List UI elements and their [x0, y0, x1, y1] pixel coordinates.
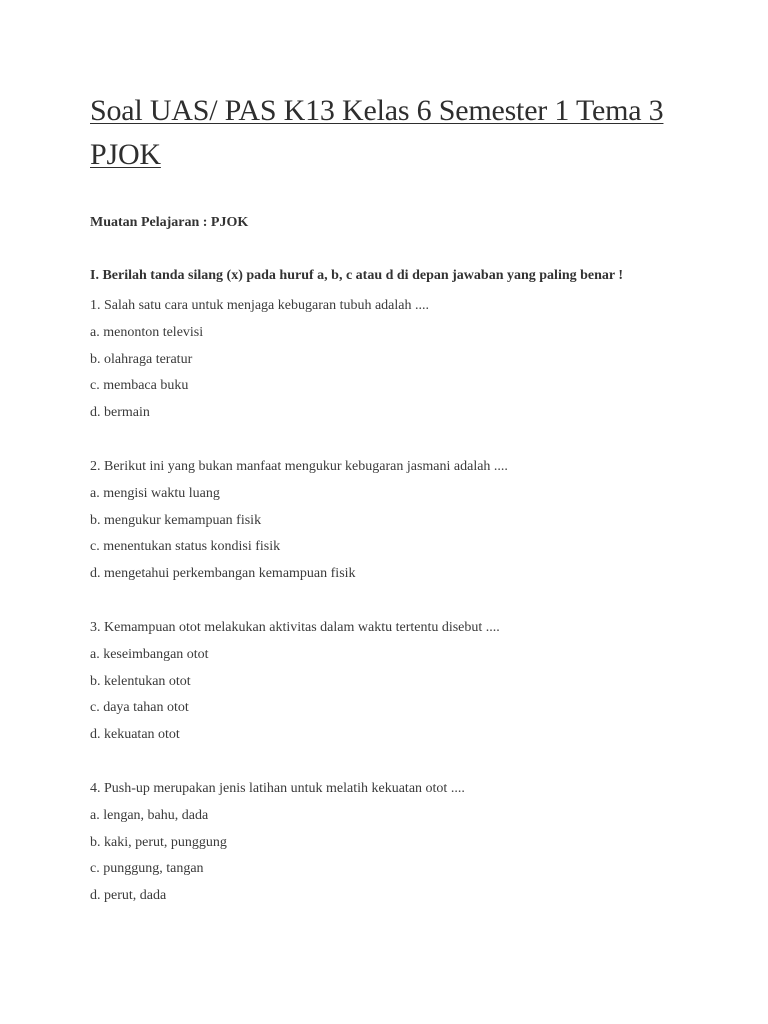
answer-option: a. mengisi waktu luang — [90, 485, 220, 501]
question-2 — [90, 454, 708, 588]
answer-option: b. kelentukan otot — [90, 673, 191, 689]
question-4 — [90, 776, 708, 910]
answer-option: d. kekuatan otot — [90, 727, 180, 743]
document-title: Soal UAS/ PAS K13 Kelas 6 Semester 1 Tema 3 PJOK — [90, 94, 664, 171]
answer-option: c. punggung, tangan — [90, 861, 204, 877]
question-1 — [90, 293, 708, 427]
instruction-text: I. Berilah tanda silang (x) pada huruf a, b, c atau d di depan jawaban yang paling benar ! — [90, 268, 624, 283]
question-text: 2. Berikut ini yang bukan manfaat mengukur kebugaran jasmani adalah .... — [90, 458, 508, 474]
answer-option: b. mengukur kemampuan fisik — [90, 512, 262, 528]
question-text: 1. Salah satu cara untuk menjaga kebugaran tubuh adalah .... — [90, 298, 429, 313]
answer-option: d. bermain — [90, 405, 150, 421]
answer-option: d. perut, dada — [90, 888, 167, 904]
question-list — [90, 293, 708, 910]
answer-option: a. keseimbangan otot — [90, 646, 209, 662]
answer-option: b. olahraga teratur — [90, 351, 193, 367]
answer-option: b. kaki, perut, punggung — [90, 834, 227, 850]
answer-option: c. membaca buku — [90, 378, 189, 394]
answer-option: d. mengetahui perkembangan kemampuan fisik — [90, 566, 356, 582]
answer-option: a. lengan, bahu, dada — [90, 807, 209, 823]
subject-line: Muatan Pelajaran : PJOK — [90, 215, 249, 230]
question-text: 4. Push-up merupakan jenis latihan untuk melatih kekuatan otot .... — [90, 780, 465, 796]
question-text: 3. Kemampuan otot melakukan aktivitas dalam waktu tertentu disebut .... — [90, 619, 500, 635]
answer-option: a. menonton televisi — [90, 324, 204, 340]
question-3 — [90, 615, 708, 749]
answer-option: c. menentukan status kondisi fisik — [90, 539, 281, 555]
answer-option: c. daya tahan otot — [90, 700, 189, 716]
